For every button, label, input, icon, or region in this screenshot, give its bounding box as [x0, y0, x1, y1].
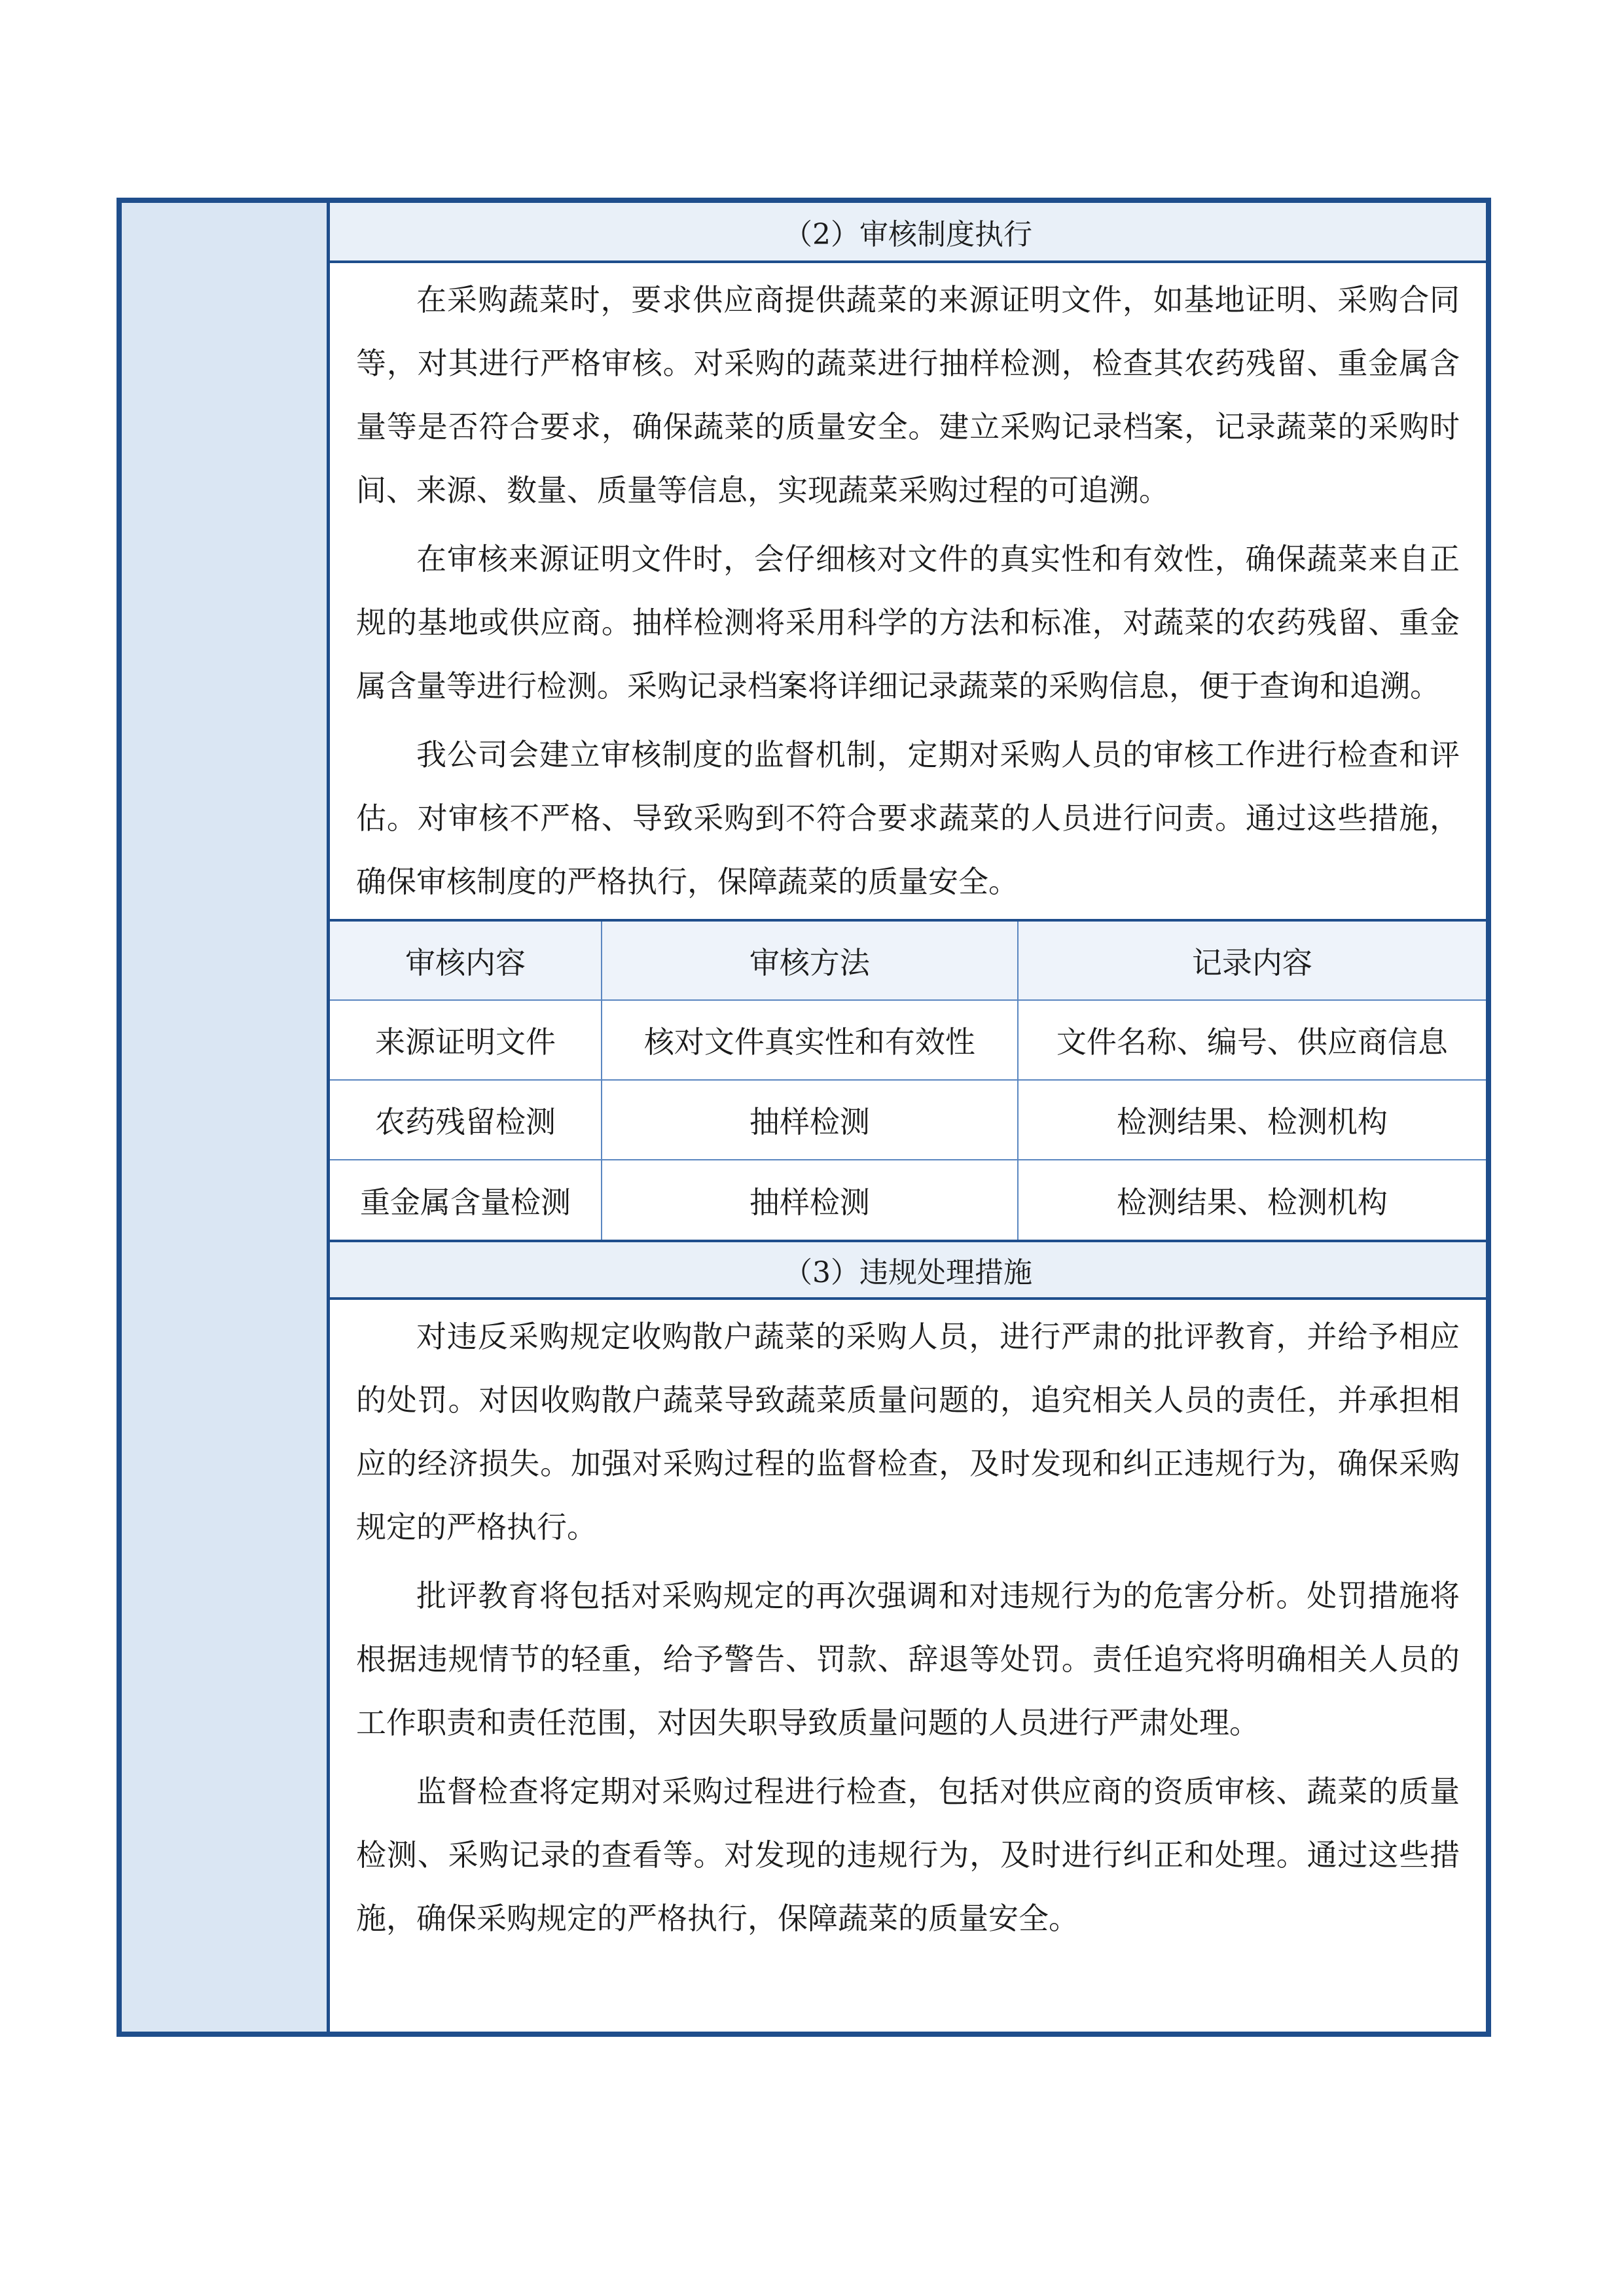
content-column	[330, 203, 1486, 2032]
table-cell: 重金属含量检测	[330, 1160, 602, 1240]
paragraph: 对违反采购规定收购散户蔬菜的采购人员，进行严肃的批评教育，并给予相应的处罚。对因收购散户蔬菜导致蔬菜质量问题的，追究相关人员的责任，并承担相应的经济损失。加强对采购过程的监督检查，及时发现和纠正违规行为，确保采购规定的严格执行。	[356, 1319, 1460, 1545]
section-3-title: （3）违规处理措施	[330, 1240, 1486, 1300]
left-label-column	[122, 203, 330, 2032]
table-cell: 检测结果、检测机构	[1018, 1160, 1486, 1240]
paragraph: 我公司会建立审核制度的监督机制，定期对采购人员的审核工作进行检查和评估。对审核不严格、导致采购到不符合要求蔬菜的人员进行问责。通过这些措施，确保审核制度的严格执行，保障蔬菜的质量安全。	[356, 737, 1460, 899]
paragraph: 在审核来源证明文件时，会仔细核对文件的真实性和有效性，确保蔬菜来自正规的基地或供应商。抽样检测将采用科学的方法和标准，对蔬菜的农药残留、重金属含量等进行检测。采购记录档案将详细记录蔬菜的采购信息，便于查询和追溯。	[356, 541, 1460, 704]
table-row	[330, 1160, 1486, 1240]
audit-table	[330, 919, 1486, 1240]
paragraph: 监督检查将定期对采购过程进行检查，包括对供应商的资质审核、蔬菜的质量检测、采购记录的查看等。对发现的违规行为，及时进行纠正和处理。通过这些措施，确保采购规定的严格执行，保障蔬菜的质量安全。	[356, 1774, 1460, 1936]
table-cell: 抽样检测	[602, 1080, 1018, 1160]
table-row	[330, 1000, 1486, 1080]
section-3-body	[330, 1300, 1486, 1956]
paragraph: 在采购蔬菜时，要求供应商提供蔬菜的来源证明文件，如基地证明、采购合同等，对其进行严格审核。对采购的蔬菜进行抽样检测，检查其农药残留、重金属含量等是否符合要求，确保蔬菜的质量安全。建立采购记录档案，记录蔬菜的采购时间、来源、数量、质量等信息，实现蔬菜采购过程的可追溯。	[356, 282, 1460, 508]
table-header-cell: 审核内容	[330, 920, 602, 1000]
table-cell: 农药残留检测	[330, 1080, 602, 1160]
section-2-title: （2）审核制度执行	[330, 203, 1486, 263]
table-header-cell: 记录内容	[1018, 920, 1486, 1000]
table-header-row	[330, 920, 1486, 1000]
table-cell: 来源证明文件	[330, 1000, 602, 1080]
document-frame	[117, 198, 1491, 2037]
paragraph: 批评教育将包括对采购规定的再次强调和对违规行为的危害分析。处罚措施将根据违规情节的轻重，给予警告、罚款、辞退等处罚。责任追究将明确相关人员的工作职责和责任范围，对因失职导致质量问题的人员进行严肃处理。	[356, 1578, 1460, 1740]
section-2-body	[330, 263, 1486, 919]
table-cell: 抽样检测	[602, 1160, 1018, 1240]
table-cell: 文件名称、编号、供应商信息	[1018, 1000, 1486, 1080]
table-cell: 检测结果、检测机构	[1018, 1080, 1486, 1160]
table-header-cell: 审核方法	[602, 920, 1018, 1000]
table-row	[330, 1080, 1486, 1160]
table-cell: 核对文件真实性和有效性	[602, 1000, 1018, 1080]
